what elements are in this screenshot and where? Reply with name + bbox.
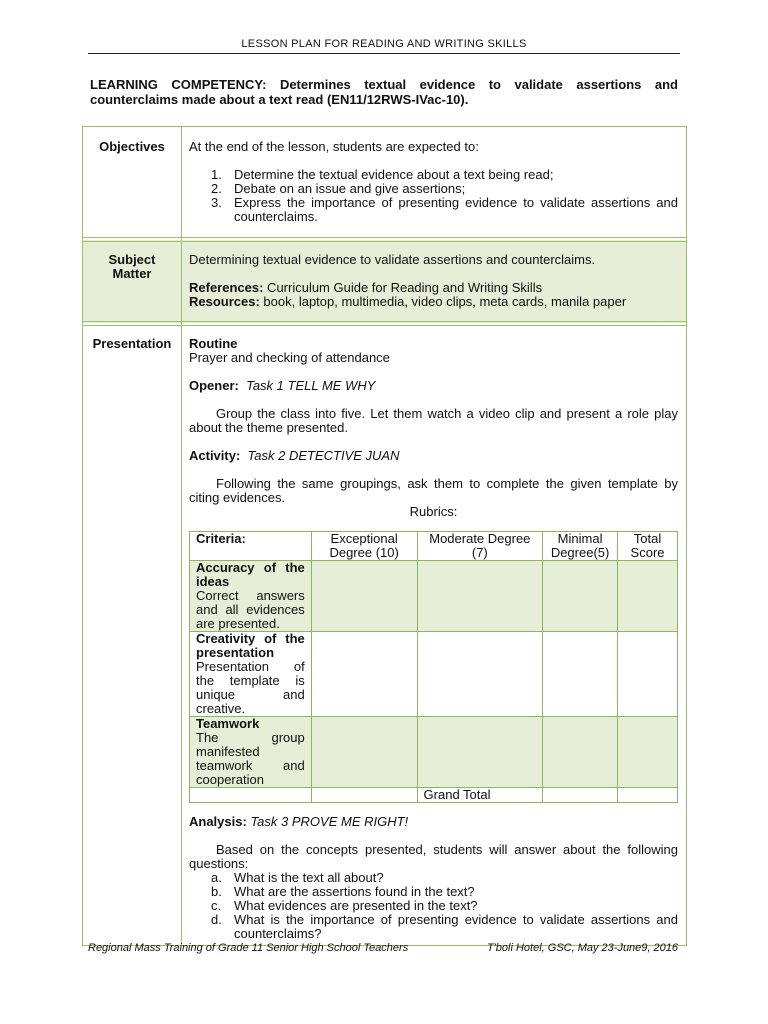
rubric-table bbox=[189, 531, 678, 803]
presentation-content bbox=[189, 337, 678, 519]
objectives-content bbox=[189, 140, 678, 224]
activity-line: Activity: Task 2 DETECTIVE JUAN bbox=[189, 448, 400, 463]
row-separator bbox=[83, 237, 686, 242]
objective-item: 1. Determine the textual evidence about a text being read; bbox=[211, 167, 554, 182]
subject-topic: Determining textual evidence to validate assertions and counterclaims. bbox=[189, 252, 596, 267]
question-item: b. What are the assertions found in the text? bbox=[211, 884, 475, 899]
rubric-header-exceptional: Exceptional Degree (10) bbox=[311, 532, 417, 561]
header-rule bbox=[88, 53, 680, 54]
subject-matter-label: Subject Matter bbox=[108, 252, 156, 281]
analysis-line: Analysis: Task 3 PROVE ME RIGHT! bbox=[189, 814, 409, 829]
rubric-header-minimal: Minimal Degree(5) bbox=[543, 532, 618, 561]
question-item: a. What is the text all about? bbox=[211, 870, 384, 885]
presentation-label: Presentation bbox=[92, 336, 172, 351]
rubric-row bbox=[190, 632, 678, 717]
objectives-intro: At the end of the lesson, students are expected to: bbox=[189, 139, 479, 154]
analysis-questions bbox=[189, 871, 678, 941]
row-separator bbox=[83, 321, 686, 326]
rubrics-label: Rubrics: bbox=[409, 504, 458, 519]
activity-text: Following the same groupings, ask them to complete the given template by citing evidences. bbox=[189, 476, 678, 505]
rubric-row bbox=[190, 717, 678, 788]
question-item: c. What evidences are presented in the text? bbox=[211, 898, 478, 913]
grand-total-label: Grand Total bbox=[417, 788, 543, 803]
rubric-header-criteria: Criteria: bbox=[190, 532, 312, 561]
objective-item: 3. Express the importance of presenting evidence to validate assertions and counterclaims. bbox=[211, 195, 678, 224]
opener-line: Opener: Task 1 TELL ME WHY bbox=[189, 378, 376, 393]
rubric-grand-total-row bbox=[190, 788, 678, 803]
rubric-header-total: Total Score bbox=[618, 532, 678, 561]
lesson-plan-table bbox=[82, 126, 687, 946]
footer-training: Regional Mass Training of Grade 11 Senior High School Teachers bbox=[88, 942, 409, 954]
learning-competency: LEARNING COMPETENCY: Determines textual evidence to validate assertions and counterclaims made about a text read (EN11/12RWS-IVac-10). bbox=[90, 77, 678, 107]
routine-text: Prayer and checking of attendance bbox=[189, 350, 390, 365]
footer-venue: T'boli Hotel, GSC, May 23-June9, 2016 bbox=[486, 942, 678, 954]
rubric-criterion: Accuracy of the ideas Correct answers and all evidences are presented. bbox=[190, 561, 312, 632]
rubric-row bbox=[190, 561, 678, 632]
references-line: References: Curriculum Guide for Reading and Writing Skills bbox=[189, 280, 543, 295]
rubric-criterion: Teamwork The group manifested teamwork and cooperation bbox=[190, 717, 312, 788]
analysis-content bbox=[189, 815, 678, 941]
rubric-header-moderate: Moderate Degree (7) bbox=[417, 532, 543, 561]
objectives-label: Objectives bbox=[99, 139, 165, 154]
page-header-title: LESSON PLAN FOR READING AND WRITING SKILLS bbox=[241, 38, 527, 50]
analysis-text: Based on the concepts presented, students will answer about the following questions: bbox=[189, 842, 678, 871]
opener-text: Group the class into five. Let them watch a video clip and present a role play about the theme presented. bbox=[189, 406, 678, 435]
column-divider bbox=[181, 127, 182, 945]
rubric-header-row bbox=[190, 532, 678, 561]
subject-matter-content bbox=[189, 253, 678, 309]
resources-line: Resources: book, laptop, multimedia, video clips, meta cards, manila paper bbox=[189, 294, 627, 309]
rubric-criterion: Creativity of the presentation Presentation of the template is unique and creative. bbox=[190, 632, 312, 717]
objectives-list bbox=[189, 168, 678, 224]
objective-item: 2. Debate on an issue and give assertions; bbox=[211, 181, 466, 196]
routine-heading: Routine bbox=[189, 336, 238, 351]
question-item: d. What is the importance of presenting evidence to validate assertions and counterclaims? bbox=[211, 912, 678, 941]
